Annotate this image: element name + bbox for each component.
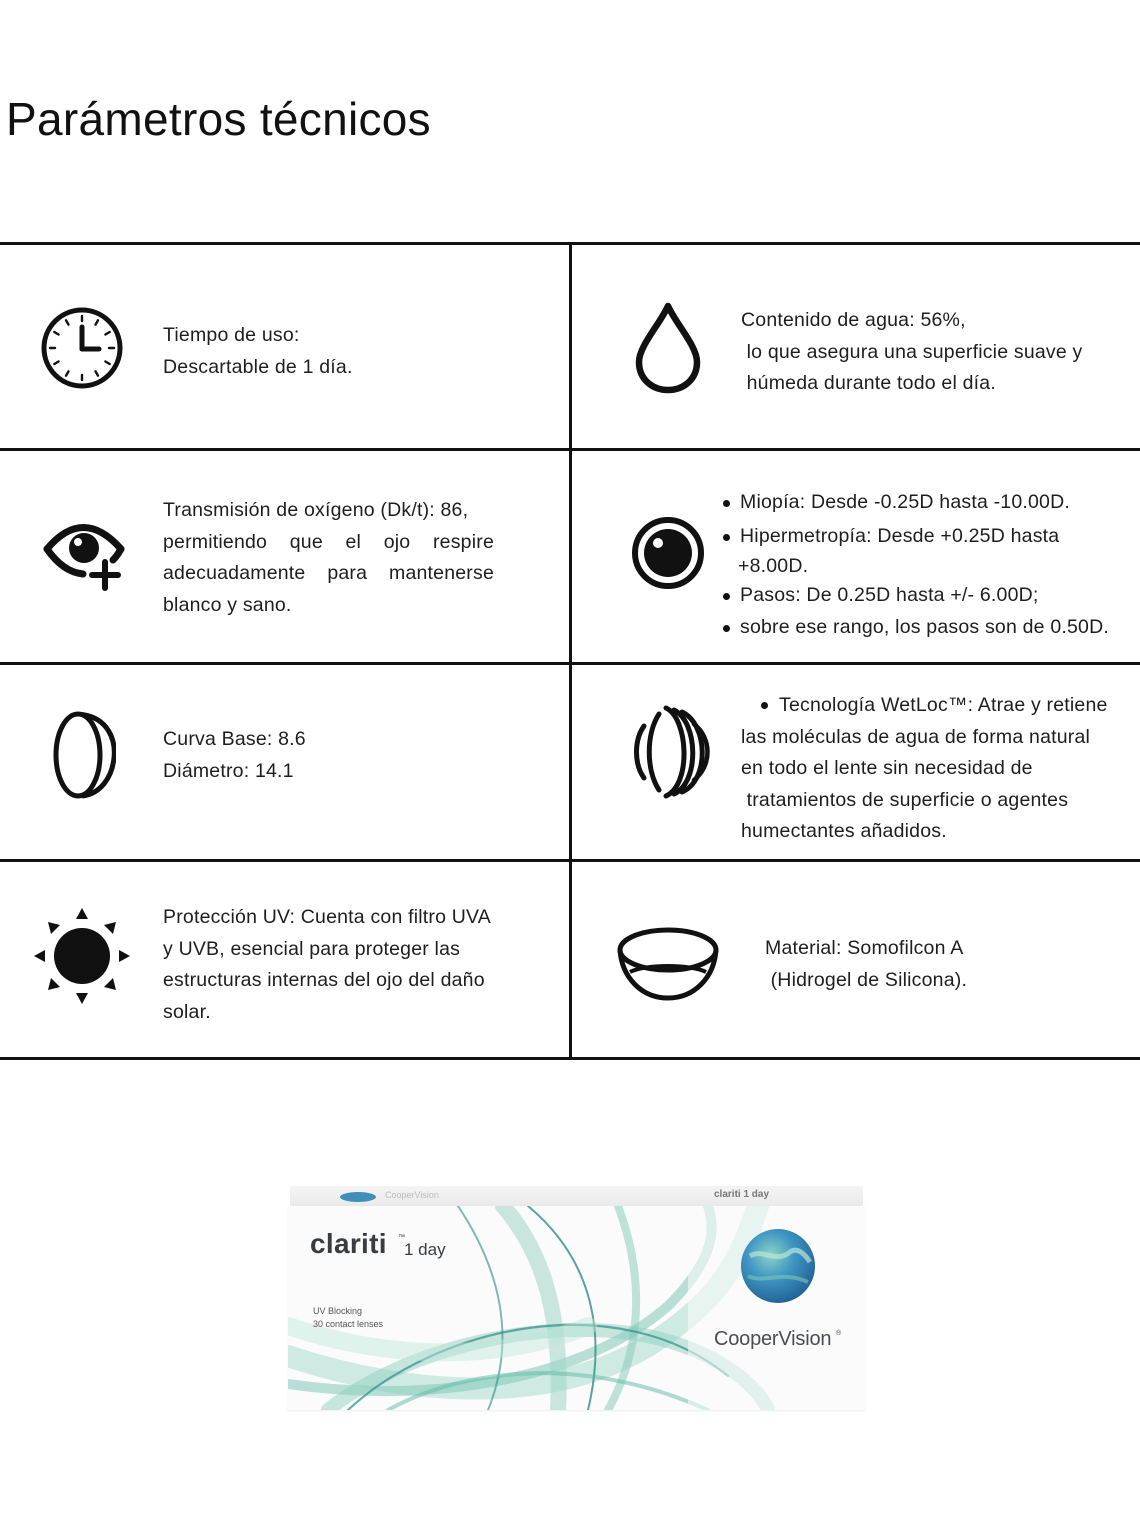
text-line: Tecnología WetLoc™: Atrae y retiene <box>779 694 1108 716</box>
brand-name: clariti <box>310 1228 387 1259</box>
text-line: Diámetro: 14.1 <box>163 759 294 782</box>
list-item: Pasos: De 0.25D hasta +/- 6.00D; <box>721 580 1109 612</box>
coopervision-globe-icon <box>338 1190 378 1204</box>
text-line: Descartable de 1 día. <box>163 355 353 378</box>
wetloc-technology-text <box>741 690 1108 848</box>
text-line: solar. <box>163 1000 211 1023</box>
base-curve-text <box>163 724 306 787</box>
uv-blocking-label: UV Blocking <box>313 1306 363 1316</box>
clock-icon <box>41 307 123 389</box>
list-item: +8.00D. <box>738 555 809 577</box>
sun-icon <box>32 906 132 1006</box>
water-content-text <box>741 305 1082 400</box>
brand-variant: 1 day <box>404 1240 446 1259</box>
text-line: permitiendo que el ojo respire <box>163 530 494 553</box>
text-line: Protección UV: Cuenta con filtro UVA <box>163 906 492 928</box>
text-line: las moléculas de agua de forma natural <box>741 725 1091 748</box>
text-line: húmeda durante todo el día. <box>741 372 996 394</box>
bullet-line <box>741 690 1108 722</box>
uv-protection-text <box>163 902 491 1028</box>
lens-bowl-icon <box>616 926 720 1002</box>
product-box-top <box>290 1186 863 1208</box>
page-title: Parámetros técnicos <box>6 93 431 145</box>
table-divider <box>0 242 1140 245</box>
text-line: Curva Base: 8.6 <box>163 728 306 750</box>
top-maker-label: CooperVision <box>385 1190 439 1200</box>
text-line: Material: Somofilcon A <box>765 937 964 959</box>
list-item: sobre ese rango, los pasos son de 0.50D. <box>721 612 1109 644</box>
maker-name: CooperVision <box>714 1328 832 1350</box>
list-item: Miopía: Desde -0.25D hasta -10.00D. <box>721 487 1109 519</box>
oxygen-transmission-text <box>163 495 494 621</box>
material-text <box>765 933 967 996</box>
text-line: Tiempo de uso: <box>163 324 300 346</box>
list-item: Hipermetropía: Desde +0.25D hasta <box>721 521 1109 553</box>
table-divider <box>0 448 1140 451</box>
lens-count-label: 30 contact lenses <box>313 1319 384 1329</box>
trademark-mark: ™ <box>398 1234 405 1241</box>
text-line: Contenido de agua: 56%, <box>741 309 966 331</box>
prescription-range-list <box>721 487 1109 643</box>
text-line: humectantes añadidos. <box>741 820 947 842</box>
contact-lens-side-icon <box>52 710 116 800</box>
pupil-icon <box>631 516 705 590</box>
text-line: adecuadamente para mantenerse <box>163 562 494 584</box>
water-drop-icon <box>634 300 702 396</box>
text-line: y UVB, esencial para proteger las <box>163 937 461 960</box>
text-line: en todo el lente sin necesidad de <box>741 757 1033 779</box>
table-column-divider <box>569 243 572 1060</box>
table-divider <box>0 1057 1140 1060</box>
text-line: estructuras internas del ojo del daño <box>163 969 485 991</box>
bullet-dot <box>761 702 768 709</box>
table-divider <box>0 859 1140 862</box>
product-box-front <box>288 1206 865 1410</box>
top-brand-label: clariti 1 day <box>714 1189 770 1200</box>
text-line: lo que asegura una superficie suave y <box>741 340 1083 363</box>
wear-time-text <box>163 320 353 383</box>
lens-layers-icon <box>632 704 712 800</box>
text-line: Transmisión de oxígeno (Dk/t): 86, <box>163 499 469 521</box>
text-line: blanco y sano. <box>163 593 292 616</box>
text-line: (Hidrogel de Silicona). <box>765 968 968 991</box>
registered-mark: ® <box>836 1330 842 1337</box>
eye-plus-icon <box>43 516 127 592</box>
text-line: tratamientos de superficie o agentes <box>741 788 1069 811</box>
product-box-image <box>288 1186 865 1410</box>
table-divider <box>0 662 1140 665</box>
coopervision-globe-logo <box>738 1226 818 1306</box>
